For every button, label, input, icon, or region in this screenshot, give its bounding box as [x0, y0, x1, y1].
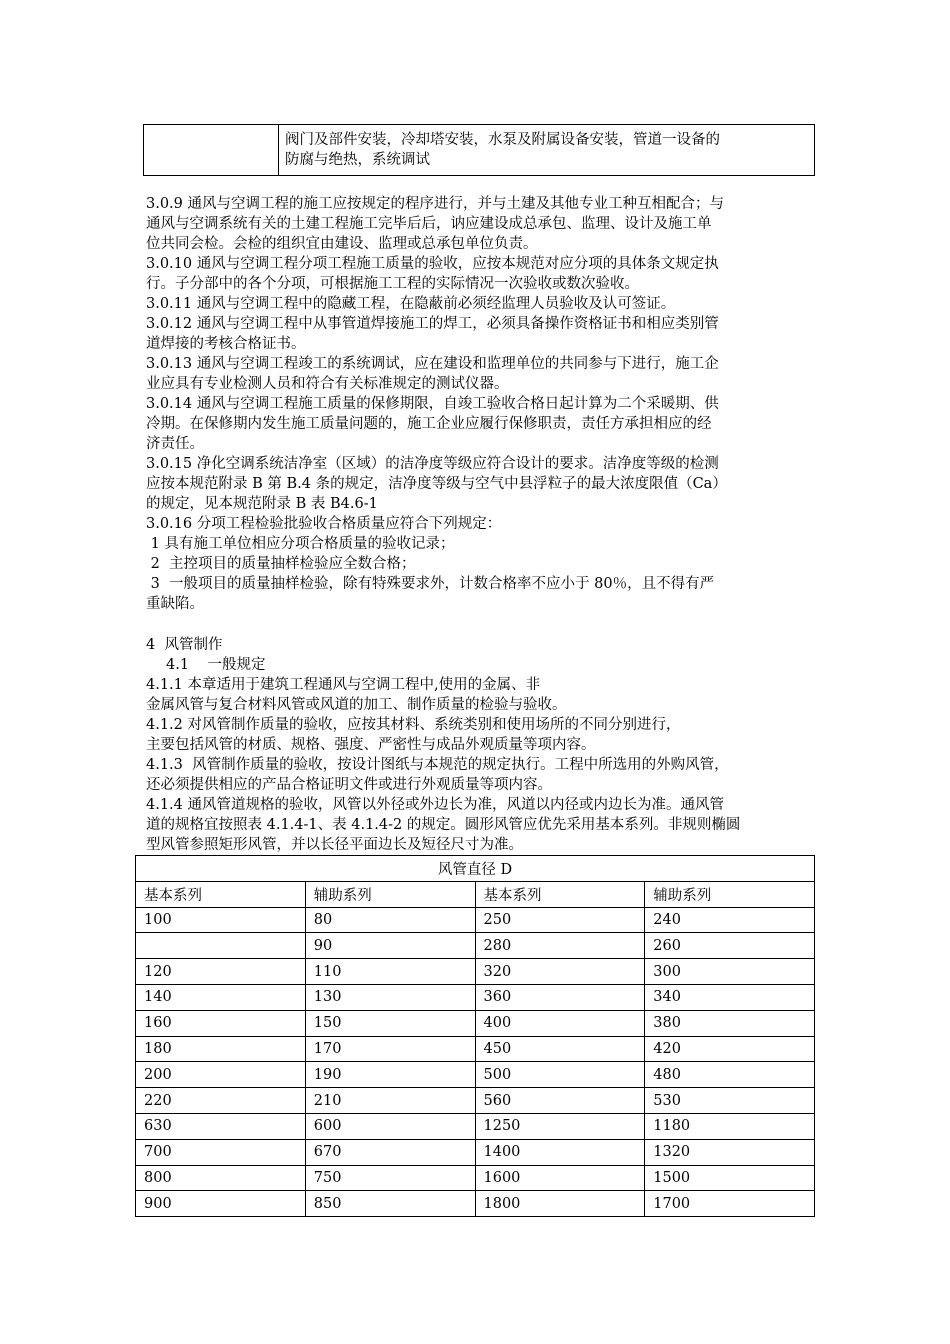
text-line: 3 一般项目的质量抽样检验，除有特殊要求外，计数合格率不应小于 80％，且不得有严	[146, 576, 715, 592]
table-row	[136, 1088, 815, 1114]
table-cell: 500	[475, 1062, 645, 1088]
table-row	[144, 125, 815, 176]
table-cell: 320	[475, 959, 645, 985]
text-line: 3.0.15 净化空调系统洁净室（区域）的洁净度等级应符合设计的要求。洁净度等级的检测	[146, 456, 719, 472]
table-cell: 200	[136, 1062, 306, 1088]
table-cell: 700	[136, 1139, 306, 1165]
table-cell: 1320	[645, 1139, 815, 1165]
text-line: 通风与空调系统有关的土建工程施工完毕后后，讷应建设成总承包、监理、设计及施工单	[146, 216, 712, 232]
text-line: 3.0.16 分项工程检验批验收合格质量应符合下列规定：	[146, 516, 502, 532]
text-line: 道焊接的考核合格证书。	[146, 336, 306, 352]
table-row	[136, 907, 815, 933]
table-cell: 170	[305, 1036, 475, 1062]
table-cell: 150	[305, 1010, 475, 1036]
table-body	[136, 907, 815, 1217]
table-cell: 850	[305, 1191, 475, 1217]
table-cell: 1700	[645, 1191, 815, 1217]
table-cell: 560	[475, 1088, 645, 1114]
table-title-row	[136, 856, 815, 882]
table-cell: 120	[136, 959, 306, 985]
table-cell: 380	[645, 1010, 815, 1036]
table-cell: 110	[305, 959, 475, 985]
table-cell: 210	[305, 1088, 475, 1114]
table-cell: 480	[645, 1062, 815, 1088]
table-cell-empty	[144, 125, 279, 176]
text-line: 业应具有专业检测人员和符合有关标准规定的测试仪器。	[146, 376, 509, 392]
table-cell: 400	[475, 1010, 645, 1036]
text-line: 冷期。在保修期内发生施工质量问题的，施工企业应履行保修职责，责任方承担相应的经	[146, 416, 712, 432]
text-line: 1 具有施工单位相应分项合格质量的验收记录；	[146, 536, 455, 552]
section-4	[146, 635, 816, 855]
column-header: 基本系列	[475, 881, 645, 907]
text-line: 3.0.11 通风与空调工程中的隐藏工程，在隐蔽前必须经监理人员验收及认可签证。	[146, 296, 676, 312]
duct-diameter-table	[135, 855, 815, 1217]
table-cell: 630	[136, 1113, 306, 1139]
text-line: 道的规格宜按照表 4.1.4-1、表 4.1.4-2 的规定。圆形风管应优先采用基本系列。非规则椭圆	[146, 817, 741, 833]
table-cell: 240	[645, 907, 815, 933]
table-cell	[136, 933, 306, 959]
table-row	[136, 1165, 815, 1191]
table-cell: 180	[136, 1036, 306, 1062]
cell-line: 防腐与绝热，系统调试	[285, 152, 430, 168]
section-3-paragraphs	[146, 194, 816, 614]
table-row	[136, 1191, 815, 1217]
table-cell: 90	[305, 933, 475, 959]
table-cell: 450	[475, 1036, 645, 1062]
table-cell: 220	[136, 1088, 306, 1114]
cell-line: 阀门及部件安装，冷却塔安装，水泵及附属设备安装，管道一设备的	[285, 132, 720, 148]
table-row	[136, 1010, 815, 1036]
text-line: 3.0.10 通风与空调工程分项工程施工质量的验收，应按本规范对应分项的具体条文规定执	[146, 256, 719, 272]
table-row	[136, 1113, 815, 1139]
table-cell: 1400	[475, 1139, 645, 1165]
table-cell: 750	[305, 1165, 475, 1191]
table-row	[136, 1036, 815, 1062]
text-line: 3.0.13 通风与空调工程竣工的系统调试，应在建设和监理单位的共同参与下进行，施工企	[146, 356, 719, 372]
table-row	[136, 1139, 815, 1165]
text-line: 重缺陷。	[146, 596, 204, 612]
table-cell: 300	[645, 959, 815, 985]
table-cell: 80	[305, 907, 475, 933]
table-cell: 140	[136, 984, 306, 1010]
text-line: 主要包括风管的材质、规格、强度、严密性与成品外观质量等项内容。	[146, 737, 596, 753]
table-row	[136, 959, 815, 985]
text-line: 济责任。	[146, 436, 204, 452]
text-line: 4.1.3 风管制作质量的验收，按设计图纸与本规范的规定执行。工程中所选用的外购风管，	[146, 757, 729, 773]
table-cell: 670	[305, 1139, 475, 1165]
table-cell: 360	[475, 984, 645, 1010]
table-cell: 1500	[645, 1165, 815, 1191]
continuation-table	[143, 124, 815, 176]
table-cell: 100	[136, 907, 306, 933]
text-line: 位共同会检。会检的组织宜由建设、监理或总承包单位负责。	[146, 236, 538, 252]
subsection-heading: 4.1 一般规定	[166, 657, 266, 673]
column-header: 辅助系列	[645, 881, 815, 907]
table-cell: 420	[645, 1036, 815, 1062]
text-line: 4.1.4 通风管道规格的验收，风管以外径或外边长为准，风道以内径或内边长为准。通风管	[146, 797, 724, 813]
text-line: 2 主控项目的质量抽样检验应全数合格；	[146, 556, 416, 572]
text-line: 4.1.1 本章适用于建筑工程通风与空调工程中,使用的金属、非	[146, 677, 541, 693]
text-line: 还必须提供相应的产品合格证明文件或进行外观质量等项内容。	[146, 777, 552, 793]
table-cell: 1800	[475, 1191, 645, 1217]
text-line: 行。子分部中的各个分项，可根据施工工程的实际情况一次验收或数次验收。	[146, 276, 639, 292]
table-row	[136, 984, 815, 1010]
table-cell: 260	[645, 933, 815, 959]
table-cell: 1180	[645, 1113, 815, 1139]
table-cell: 280	[475, 933, 645, 959]
table-cell: 530	[645, 1088, 815, 1114]
table-cell: 130	[305, 984, 475, 1010]
text-line: 型风管参照矩形风管，并以长径平面边长及短径尺寸为准。	[146, 837, 523, 853]
text-line: 的规定，见本规范附录 B 表 B4.6-1	[146, 496, 378, 512]
table-title: 风管直径 D	[136, 856, 815, 882]
text-line: 3.0.12 通风与空调工程中从事管道焊接施工的焊工，必须具备操作资格证书和相应类别管	[146, 316, 719, 332]
text-line: 3.0.14 通风与空调工程施工质量的保修期限，自竣工验收合格日起计算为二个采暖期、供	[146, 396, 719, 412]
table-header-row	[136, 881, 815, 907]
table-cell: 340	[645, 984, 815, 1010]
column-header: 辅助系列	[305, 881, 475, 907]
table-cell: 190	[305, 1062, 475, 1088]
table-cell: 800	[136, 1165, 306, 1191]
table-cell: 250	[475, 907, 645, 933]
table-cell: 1600	[475, 1165, 645, 1191]
text-line: 金属风管与复合材料风管或风道的加工、制作质量的检验与验收。	[146, 697, 567, 713]
column-header: 基本系列	[136, 881, 306, 907]
section-heading: 4 风管制作	[146, 637, 223, 653]
text-line: 4.1.2 对风管制作质量的验收，应按其材料、系统类别和使用场所的不同分别进行，	[146, 717, 681, 733]
table-row	[136, 933, 815, 959]
text-line: 3.0.9 通风与空调工程的施工应按规定的程序进行，并与土建及其他专业工种互相配合；与	[146, 196, 724, 212]
table-row	[136, 1062, 815, 1088]
text-line: 应按本规范附录 B 第 B.4 条的规定，洁净度等级与空气中县浮粒子的最大浓度限值（Ca）	[146, 476, 727, 492]
table-cell: 600	[305, 1113, 475, 1139]
table-cell-content	[279, 125, 815, 176]
table-cell: 160	[136, 1010, 306, 1036]
table-cell: 900	[136, 1191, 306, 1217]
table-cell: 1250	[475, 1113, 645, 1139]
